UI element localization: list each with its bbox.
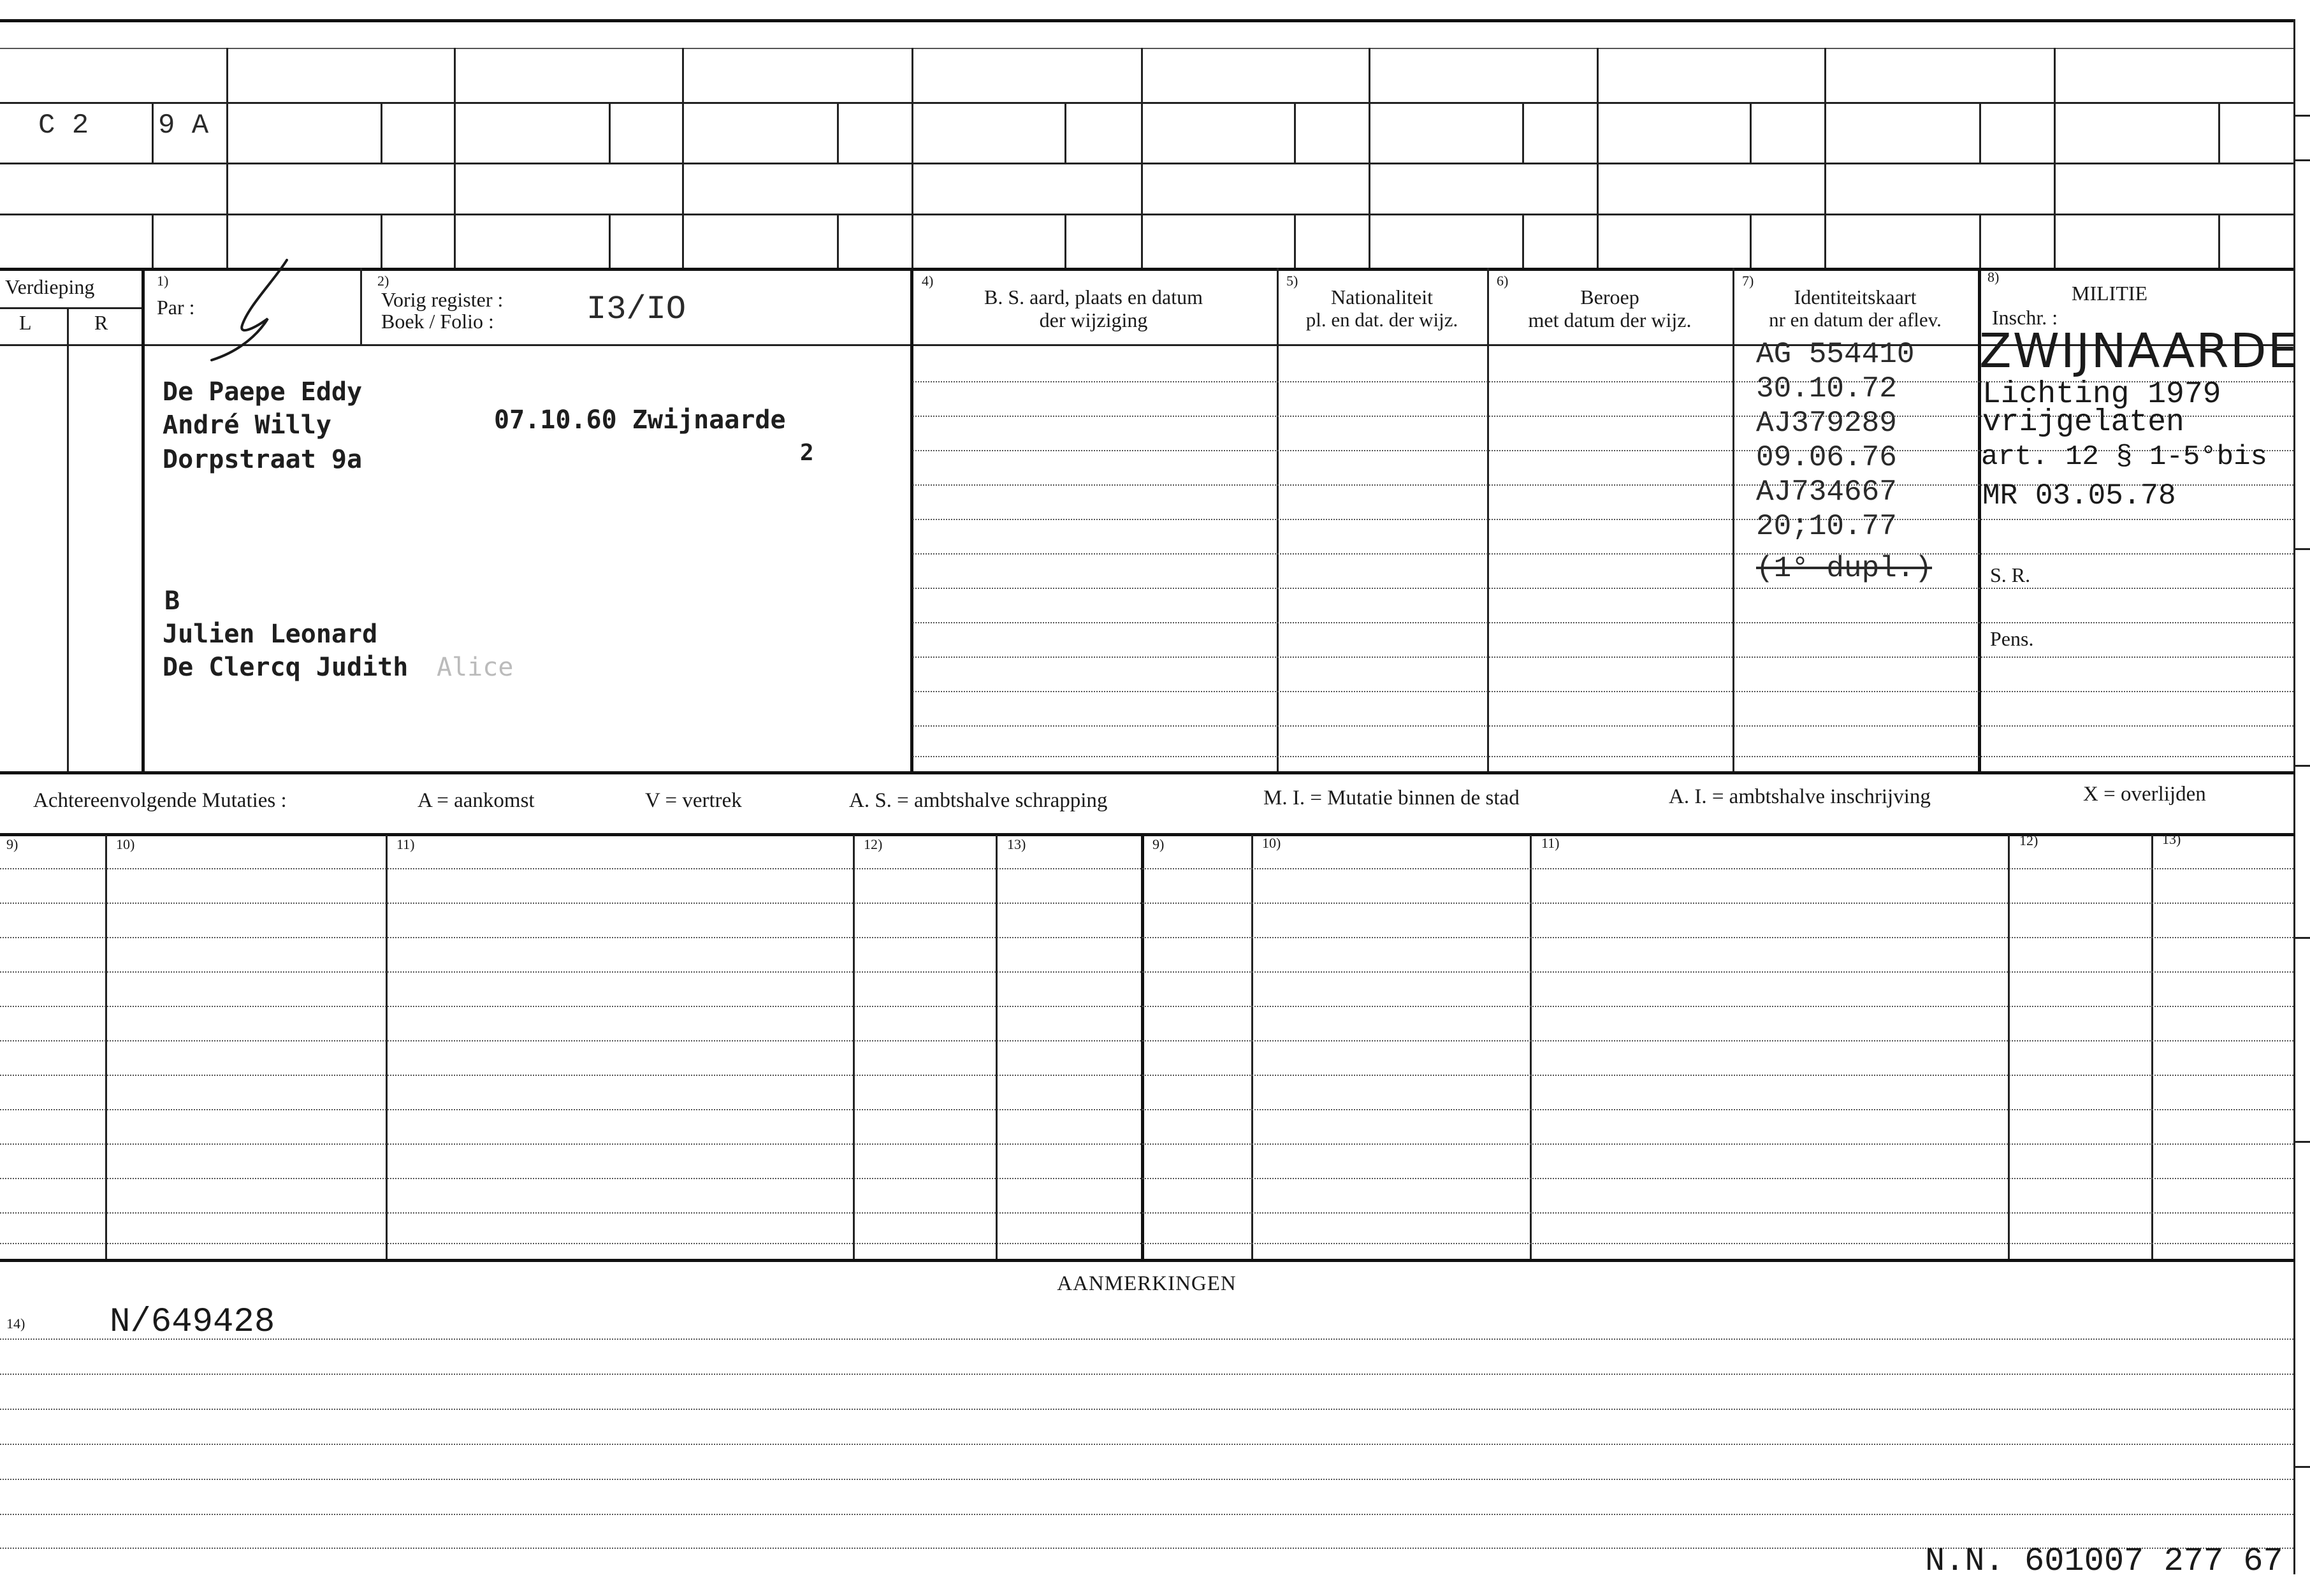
col8-number: 8) — [1987, 269, 2000, 285]
militia-line: vrijgelaten — [1982, 405, 2184, 440]
mutation-col-line — [105, 835, 107, 1259]
mutation-col-number: 12) — [2019, 832, 2038, 848]
id-card-line: 09.06.76 — [1756, 441, 1897, 474]
col1-number: 1) — [157, 273, 169, 289]
mutations-bottom-line — [0, 1259, 2295, 1262]
top-grid-subline — [381, 214, 382, 268]
top-grid-subline — [381, 102, 382, 163]
verdieping-l-label: L — [19, 311, 32, 334]
id-card-line: AG 554410 — [1756, 338, 1915, 371]
top-grid-vline — [2054, 48, 2056, 268]
edge-tick — [2295, 1141, 2310, 1143]
top-grid-subline — [1979, 102, 1981, 163]
mutation-col-line — [996, 835, 998, 1259]
top-grid-subline — [152, 102, 154, 163]
inschr-label: Inschr. : — [1992, 306, 2058, 329]
mutation-col-number: 10) — [1262, 835, 1281, 851]
top-border — [0, 19, 2295, 22]
top-grid-subline — [1294, 214, 1296, 268]
col4-header-line2: der wijziging — [1039, 308, 1148, 331]
person-address: Dorpstraat 9a — [163, 445, 363, 474]
col6-number: 6) — [1497, 273, 1509, 289]
person-number: 2 — [800, 440, 814, 466]
id-card-duplicate-note: (1° dupl.) — [1756, 552, 1933, 585]
militie-label: MILITIE — [2072, 282, 2148, 305]
id-card-line: AJ734667 — [1756, 475, 1897, 509]
col4-number: 4) — [922, 273, 934, 289]
right-border — [2293, 19, 2295, 1574]
mutations-legend-item: A. S. = ambtshalve schrapping — [849, 789, 1108, 812]
col5-header-line2: pl. en dat. der wijz. — [1305, 308, 1458, 331]
mutation-col-number: 9) — [1152, 836, 1165, 852]
id-card-line: 30.10.72 — [1756, 372, 1897, 405]
pens-label: Pens. — [1990, 627, 2034, 650]
top-grid-subline — [2218, 214, 2220, 268]
mutation-col-line — [2008, 835, 2010, 1259]
col5-number: 5) — [1286, 273, 1298, 289]
top-grid-line — [0, 163, 2295, 164]
id-card-line: AJ379289 — [1756, 407, 1897, 440]
edge-tick — [2295, 548, 2310, 550]
militia-line: Lichting 1979 — [1982, 377, 2221, 412]
militia-line: art. 12 § 1-5°bis — [1981, 441, 2267, 473]
edge-tick — [2295, 765, 2310, 767]
remarks-number: 14) — [6, 1316, 25, 1331]
top-grid-subline — [609, 214, 611, 268]
mutations-legend-item: X = overlijden — [2083, 783, 2206, 806]
mutations-legend-item: A = aankomst — [418, 789, 535, 812]
top-grid-vline — [912, 48, 913, 268]
col7-number: 7) — [1742, 273, 1754, 289]
col4-header-line1: B. S. aard, plaats en datum — [984, 286, 1203, 308]
mutation-col-number: 13) — [1007, 836, 1026, 852]
mutation-col-number: 11) — [396, 836, 415, 852]
body-bottom-line — [0, 771, 2295, 774]
militia-line: MR 03.05.78 — [1982, 479, 2176, 512]
mutation-col-number: 11) — [1541, 835, 1560, 851]
top-grid-line — [0, 48, 2295, 49]
col7-header-line2: nr en datum der aflev. — [1769, 308, 1942, 331]
mutation-col-number: 12) — [864, 836, 883, 852]
remarks-title: AANMERKINGEN — [1057, 1272, 1237, 1295]
par-label: Par : — [157, 296, 195, 319]
boek-folio-label: Boek / Folio : — [381, 310, 494, 333]
parent-marker: B — [164, 586, 180, 616]
top-grid-subline — [1750, 214, 1752, 268]
top-grid-vline — [226, 48, 228, 268]
top-grid-vline — [1141, 48, 1143, 268]
mutation-col-line — [1251, 835, 1253, 1259]
mutations-top-line — [0, 833, 2295, 836]
top-grid-line — [0, 214, 2295, 215]
header-bottom-line — [0, 344, 2295, 346]
header-top-line — [0, 268, 2295, 271]
top-grid-subline — [1979, 214, 1981, 268]
edge-tick — [2295, 937, 2310, 939]
vorig-register-value: I3/IO — [586, 291, 686, 328]
top-grid-vline — [1597, 48, 1599, 268]
sr-label: S. R. — [1990, 563, 2031, 586]
verdieping-label: Verdieping — [5, 275, 95, 298]
person-birth: 07.10.60 Zwijnaarde — [494, 405, 786, 435]
top-grid-vline — [1369, 48, 1370, 268]
col-divider-verdieping — [142, 268, 145, 771]
col2-number: 2) — [377, 273, 389, 289]
top-grid-subline — [1064, 214, 1066, 268]
col7-header-line1: Identiteitskaart — [1794, 286, 1917, 308]
mother-name: De Clercq Judith — [163, 653, 409, 682]
col6-header-line1: Beroep — [1580, 286, 1639, 308]
mutations-legend-item: A. I. = ambtshalve inschrijving — [1669, 785, 1931, 808]
mutation-col-line — [2151, 835, 2153, 1259]
top-grid-vline — [454, 48, 456, 268]
mutation-col-number: 10) — [116, 836, 135, 852]
top-grid-subline — [1064, 102, 1066, 163]
person-name-line1: De Paepe Eddy — [163, 377, 363, 407]
top-grid-vline — [682, 48, 684, 268]
mutation-col-line — [386, 835, 388, 1259]
top-grid-subline — [837, 214, 839, 268]
card-block-code: C 2 — [38, 110, 89, 141]
mutations-legend-item: M. I. = Mutatie binnen de stad — [1263, 787, 1520, 809]
signature-mark — [204, 255, 312, 363]
mutation-col-line — [1141, 835, 1144, 1259]
col5-header-line1: Nationaliteit — [1331, 286, 1433, 308]
mutations-legend-item: V = vertrek — [645, 789, 742, 812]
mutation-col-number: 9) — [6, 836, 18, 852]
top-grid-line — [0, 102, 2295, 104]
vorig-register-label: Vorig register : — [381, 288, 504, 311]
mutation-col-line — [1530, 835, 1532, 1259]
person-name-line2: André Willy — [163, 410, 331, 440]
verdieping-r-label: R — [94, 311, 108, 334]
card-house-code: 9 A — [158, 110, 209, 141]
top-grid-subline — [1294, 102, 1296, 163]
top-grid-subline — [1522, 214, 1524, 268]
top-grid-subline — [609, 102, 611, 163]
top-grid-vline — [1824, 48, 1826, 268]
edge-tick — [2295, 115, 2310, 117]
top-grid-subline — [1522, 102, 1524, 163]
top-grid-subline — [1750, 102, 1752, 163]
mutations-title: Achtereenvolgende Mutaties : — [33, 789, 287, 812]
top-grid-subline — [2218, 102, 2220, 163]
father-name: Julien Leonard — [163, 620, 378, 649]
verdieping-lr-divider — [67, 307, 69, 773]
edge-tick — [2295, 159, 2310, 161]
mutation-col-line — [853, 835, 855, 1259]
militia-stamp: ZWIJNAARDE — [1979, 324, 2299, 379]
verdieping-divider — [0, 307, 142, 309]
national-number: N.N. 601007 277 67 — [1925, 1542, 2283, 1580]
edge-tick — [2295, 1466, 2310, 1468]
mutation-col-number: 13) — [2162, 831, 2181, 847]
top-grid-subline — [152, 214, 154, 268]
col6-header-line2: met datum der wijz. — [1528, 308, 1692, 331]
col-divider-par — [360, 268, 362, 344]
id-card-line: 20;10.77 — [1756, 510, 1897, 543]
remarks-value: N/649428 — [110, 1303, 275, 1342]
mother-extra-name: Alice — [437, 653, 514, 682]
top-grid-subline — [837, 102, 839, 163]
